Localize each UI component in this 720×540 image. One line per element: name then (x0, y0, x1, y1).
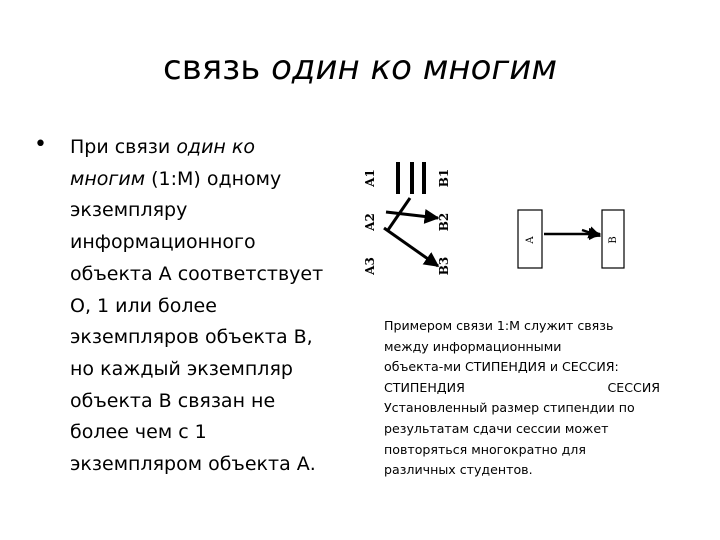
example-line: результатам сдачи сессии может (384, 420, 609, 436)
instance-label-a2: A2 (363, 213, 377, 231)
text-line: объекта В связан не (70, 389, 276, 412)
instance-label-b3: B3 (437, 256, 451, 276)
instance-label-a3: A3 (363, 257, 377, 275)
mapping-arrow (386, 212, 438, 218)
text-line: но каждый экземпляр (70, 357, 293, 380)
text-line: экземпляру (70, 199, 188, 222)
mapping-arrow (384, 228, 438, 266)
slide-title (0, 42, 720, 94)
text-line: При связи один ко (70, 136, 255, 158)
entity-label-b: B (608, 236, 619, 244)
text-line: объекта А соответствует (70, 262, 324, 285)
example-line: повторяться многократно для (384, 441, 586, 457)
text-line: экземпляром объекта А. (70, 453, 316, 476)
instance-mapping-diagram (360, 150, 460, 290)
example-line: объекта-ми СТИПЕНДИЯ и СЕССИЯ: (384, 359, 619, 375)
text-line: информационного (70, 231, 256, 254)
entity-name-session: СЕССИЯ (607, 379, 660, 395)
main-paragraph (70, 132, 360, 481)
example-entity-pair (384, 378, 660, 399)
entity-relation-diagram (510, 200, 630, 275)
example-line: между информационными (384, 338, 562, 354)
text-line: более чем с 1 (70, 421, 207, 444)
text-line: многим (1:М) одному (70, 167, 282, 190)
title-plain: связь (163, 48, 272, 88)
title-italic: один ко многим (271, 48, 557, 88)
example-line: Примером связи 1:М служит связь (384, 318, 614, 333)
instance-label-b1: B1 (437, 168, 451, 188)
entity-name-stipend: СТИПЕНДИЯ (384, 379, 465, 395)
instance-label-b2: B2 (437, 212, 451, 232)
text-line: экземпляров объекта В, (70, 326, 313, 349)
entity-label-a: A (525, 236, 536, 244)
bullet-marker: • (34, 132, 47, 157)
example-text (384, 316, 684, 481)
example-line: Установленный размер стипендии по (384, 400, 635, 416)
instance-label-a1: A1 (363, 169, 377, 187)
text-line: О, 1 или более (70, 294, 217, 317)
example-line: различных студентов. (384, 462, 533, 478)
